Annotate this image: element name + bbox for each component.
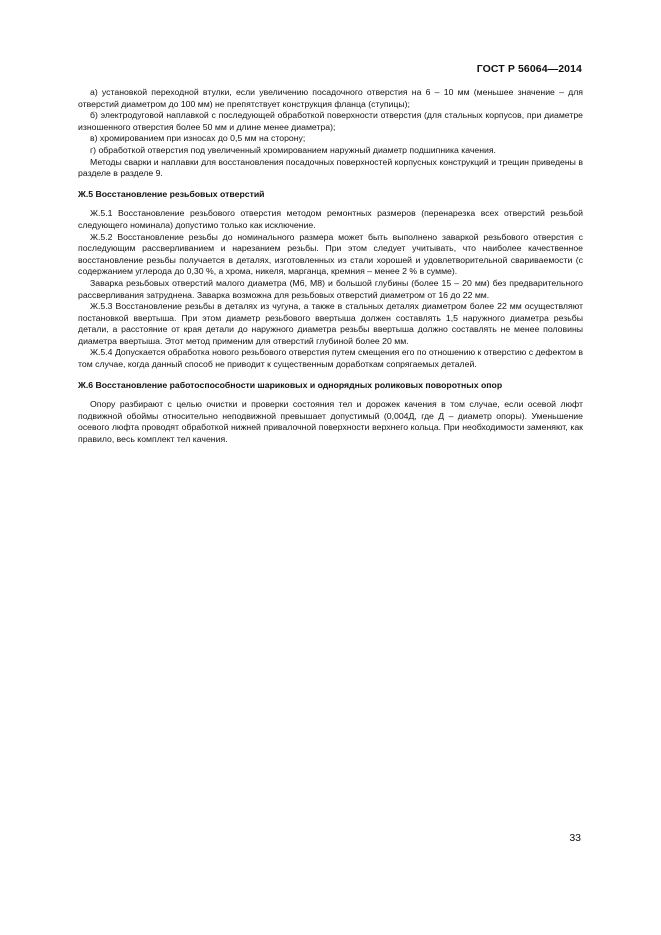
page-number: 33 xyxy=(569,832,581,844)
paragraph: г) обработкой отверстия под увеличенный хромированием наружный диаметр подшипника качения. xyxy=(90,144,496,155)
paragraph: Ж.5.3 Восстановление резьбы в деталях из чугуна, а также в стальных деталях диаметром более 22 мм осуществляют постановкой ввертыша. При этом диаметр резьбового ввертыша должен составлять 1,5 наружного диаметра резьбы детали, а расстояние от края детали до наружного диаметра резьбы ввертыша должно составлять не менее половины диаметра ввертыша. Этот метод применим для отверстий глубиной более 20 мм. xyxy=(78,301,583,346)
standard-designation: ГОСТ Р 56064—2014 xyxy=(476,63,582,75)
paragraph: Ж.5.4 Допускается обработка нового резьбового отверстия путем смещения его по отношению к отверстию с дефектом в том случае, когда данный способ не приводит к существенным доработкам сопрягаемых деталей. xyxy=(78,347,583,370)
paragraph: Ж.5.2 Восстановление резьбы до номинального размера может быть выполнено заваркой резьбового отверстия с последующим рассверливанием и нарезанием резьбы. При этом следует учитывать, что наиболее качественное восстановление резьбы получается в деталях, изготовленных из стали хорошей и удовлетворительной свариваемости (с содержанием углерода до 0,30 %, а хрома, никеля, марганца, кремния – менее 2 % в сумме). xyxy=(78,231,583,277)
section-heading-zh6: Ж.6 Восстановление работоспособности шариковых и однорядных роликовых поворотных опор xyxy=(78,379,503,390)
paragraph: Заварка резьбовых отверстий малого диаметра (М6, М8) и большой глубины (более 15 – 20 мм) без предварительного рассверливания затруднена. Заварка возможна для резьбовых отверстий диаметром от 16 до 22 мм. xyxy=(78,277,583,300)
paragraph: а) установкой переходной втулки, если увеличению посадочного отверстия на 6 – 10 мм (меньшее значение – для отверстий диаметром до 100 мм) не препятствует конструкция фланца (ступицы); xyxy=(78,87,583,109)
paragraph: Методы сварки и наплавки для восстановления посадочных поверхностей корпусных конструкций и трещин приведены в разделе в разделе 9. xyxy=(78,156,583,179)
document-body xyxy=(78,87,583,446)
paragraph: Ж.5.1 Восстановление резьбового отверстия методом ремонтных размеров (перенарезка всех отверстий резьбой следующего номинала) допустимо только как исключение. xyxy=(78,208,583,230)
paragraph: Опору разбирают с целью очистки и проверки состояния тел и дорожек качения в том случае, если осевой люфт подвижной обоймы относительно неподвижной превышает допустимый (0,004Д, где Д – диаметр опоры). Уменьшение осевого люфта проводят обработкой нижней привалочной поверхности верхнего кольца. При необходимости заменяют, как правило, весь комплект тел качения. xyxy=(78,399,583,445)
paragraph: б) электродуговой наплавкой с последующей обработкой поверхности отверстия (для стальных корпусов, при диаметре изношенного отверстия более 50 мм и длине менее диаметра); xyxy=(78,110,583,132)
section-heading-zh5: Ж.5 Восстановление резьбовых отверстий xyxy=(78,188,265,199)
paragraph: в) хромированием при износах до 0,5 мм на сторону; xyxy=(90,133,306,144)
